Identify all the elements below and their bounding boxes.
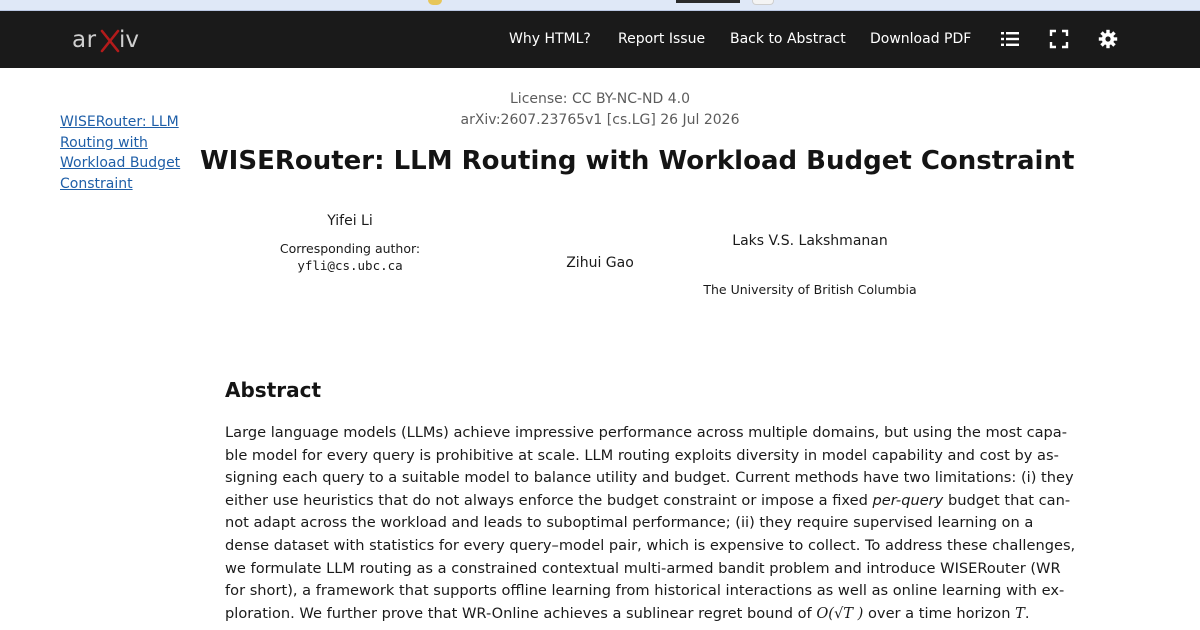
svg-text:ar: ar	[72, 27, 97, 53]
abstract-line: not adapt across the workload and leads to suboptimal performance; (ii) they require supervised learning on a	[225, 514, 1034, 532]
toc-link-title-line[interactable]: WISERouter: LLM	[60, 114, 179, 130]
abstract-line	[225, 603, 1030, 626]
author-affiliation: The University of British Columbia	[703, 282, 917, 297]
paper-title: WISERouter: LLM Routing with Workload Budget Constraint	[200, 146, 1075, 176]
abstract-line: we formulate LLM routing as a constrained contextual multi-armed bandit problem and introduce WISERouter (WR	[225, 559, 1061, 577]
browser-banner	[0, 0, 1200, 11]
table-of-contents-icon[interactable]	[1000, 29, 1020, 49]
author-block-3	[690, 233, 930, 297]
abstract-line: Large language models (LLMs) achieve impressive performance across multiple domains, but using the most capa-	[225, 424, 1068, 441]
banner-icon	[428, 0, 442, 5]
abstract-heading: Abstract	[225, 378, 322, 402]
author-block-1	[270, 213, 430, 273]
abstract-text: ploration. We further prove that WR-Online achieves a sublinear regret bound of	[225, 604, 817, 622]
abstract-body	[225, 422, 1076, 625]
nav-back-to-abstract[interactable]: Back to Abstract	[730, 31, 846, 47]
arxiv-logo[interactable]	[72, 23, 144, 55]
author-name: Zihui Gao	[566, 255, 634, 271]
license-line: License: CC BY-NC-ND 4.0	[510, 91, 690, 107]
toc-link-title-line[interactable]: Routing with	[60, 134, 148, 151]
arxiv-logo-mark	[72, 23, 144, 55]
settings-icon[interactable]	[1098, 29, 1118, 49]
banner-button[interactable]	[752, 0, 774, 5]
toc-link-title-line[interactable]: Constraint	[60, 176, 133, 193]
nav-download-pdf[interactable]: Download PDF	[870, 31, 972, 47]
author-email: yfli@cs.ubc.ca	[297, 258, 403, 273]
corresponding-author-label: Corresponding author:	[279, 241, 421, 256]
abstract-line: for short), a framework that supports offline learning from historical interactions as well as online learning with ex-	[225, 582, 1065, 600]
fullscreen-icon[interactable]	[1049, 29, 1069, 49]
abstract-line: dense dataset with statistics for every query–model pair, which is expensive to collect. To address these challenges,	[225, 536, 1076, 554]
banner-link[interactable]	[676, 0, 740, 3]
nav-why-html[interactable]: Why HTML?	[509, 31, 591, 47]
regret-bound-formula: O(√T )	[816, 604, 864, 622]
abstract-text: over a time horizon	[863, 604, 1016, 622]
abstract-line: signing each query to a suitable model to balance utility and budget. Current methods have two limitations: (i) they	[225, 469, 1074, 487]
svg-text:iv: iv	[119, 27, 140, 53]
table-of-contents	[60, 112, 220, 195]
time-horizon-symbol: T	[1015, 604, 1025, 622]
abstract-emphasis: per-query	[872, 491, 944, 509]
abstract-line	[225, 490, 1071, 513]
arxiv-identifier: arXiv:2607.23765v1 [cs.LG] 26 Jul 2026	[460, 112, 740, 128]
author-name: Yifei Li	[327, 213, 373, 229]
top-navbar	[0, 11, 1200, 68]
abstract-text: .	[1024, 604, 1030, 622]
author-name: Laks V.S. Lakshmanan	[732, 233, 888, 249]
abstract-line: ble model for every query is prohibitive at scale. LLM routing exploits diversity in model capability and cost by as-	[225, 446, 1059, 464]
abstract-text: budget that can-	[943, 491, 1071, 509]
author-block-2	[540, 255, 660, 271]
toc-link-title-line[interactable]: Workload Budget	[60, 155, 181, 172]
abstract-text: either use heuristics that do not always enforce the budget constraint or impose a fixed	[225, 491, 873, 509]
nav-report-issue[interactable]: Report Issue	[618, 31, 706, 47]
